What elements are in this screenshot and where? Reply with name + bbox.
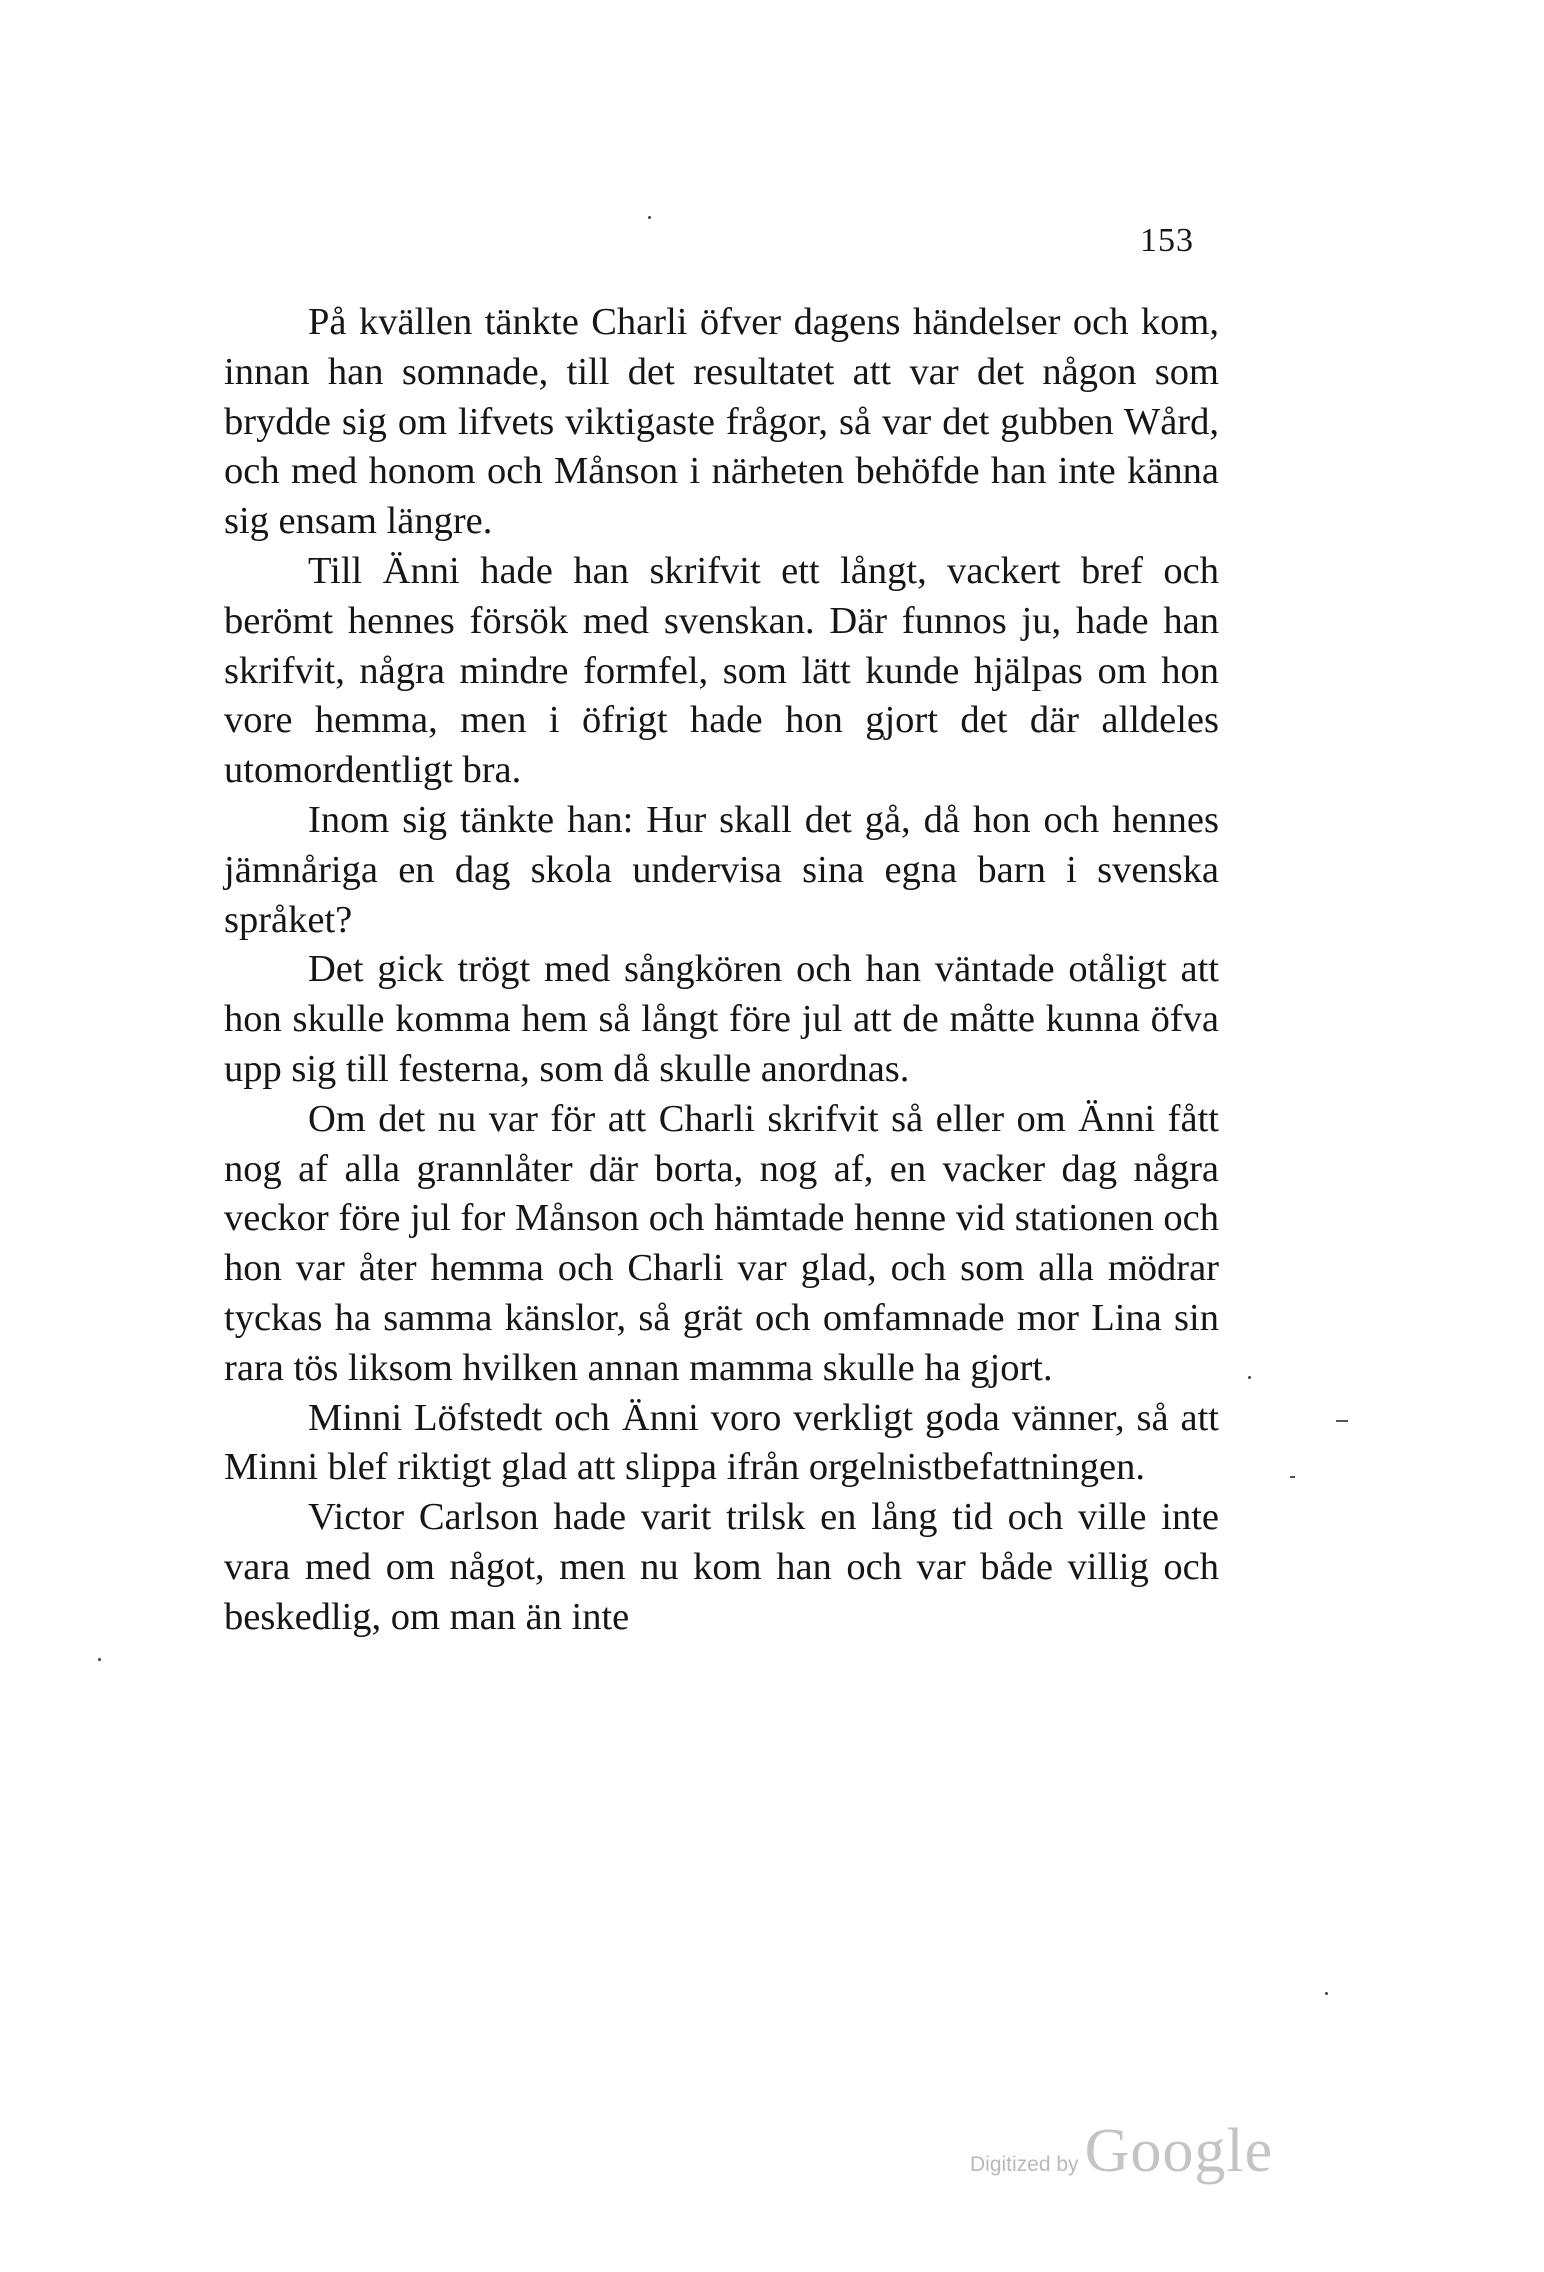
body-text <box>224 298 1219 1643</box>
scan-speck <box>1325 1992 1328 1995</box>
scan-speck <box>98 1658 101 1661</box>
scan-mark <box>1290 1476 1295 1478</box>
paragraph-1: På kvällen tänkte Charli öfver dagens händelser och kom, innan han somnade, till det resultatet att var det någon som brydde sig om lifvets viktigaste frågor, så var det gubben Wård, och med honom och Månson i närheten behöfde han inte känna sig ensam längre. <box>224 301 1219 543</box>
watermark-brand: Google <box>1084 2117 1274 2185</box>
scan-speck <box>1248 1376 1251 1379</box>
paragraph-2: Till Änni hade han skrifvit ett långt, vackert bref och berömt hennes försök med svenskan. Där funnos ju, hade han skrifvit, några mindre formfel, som lätt kunde hjälpas om hon vore hemma, men i öfrigt hade hon gjort det där alldeles utomordentligt bra. <box>224 549 1219 792</box>
paragraph-7: Victor Carlson hade varit trilsk en lång tid och ville inte vara med om något, men nu kom han och var både villig och beskedlig, om man än inte <box>224 1496 1219 1638</box>
paragraph-6: Minni Löfstedt och Änni voro verkligt goda vänner, så att Minni blef riktigt glad att slippa ifrån orgelnistbefattningen. <box>224 1396 1219 1489</box>
digitized-watermark <box>970 2116 1273 2187</box>
scan-speck <box>648 216 651 219</box>
watermark-prefix: Digitized by <box>970 2153 1079 2176</box>
paragraph-3: Inom sig tänkte han: Hur skall det gå, då hon och hennes jämnåriga en dag skola undervisa sina egna barn i svenska språket? <box>224 798 1219 941</box>
scan-mark <box>1336 1420 1348 1422</box>
page-number: 153 <box>1140 222 1194 259</box>
paragraph-5: Om det nu var för att Charli skrifvit så eller om Änni fått nog af alla grannlåter där borta, nog af, en vacker dag några veckor före jul for Månson och hämtade henne vid stationen och hon var åter hemma och Charli var glad, och som alla mödrar tyckas ha samma känslor, så grät och omfamnade mor Lina sin rara tös liksom hvilken annan mamma skulle ha gjort. <box>224 1097 1219 1389</box>
paragraph-4: Det gick trögt med sångkören och han väntade otåligt att hon skulle komma hem så långt före jul att de måtte kunna öfva upp sig till festerna, som då skulle anordnas. <box>224 948 1219 1090</box>
